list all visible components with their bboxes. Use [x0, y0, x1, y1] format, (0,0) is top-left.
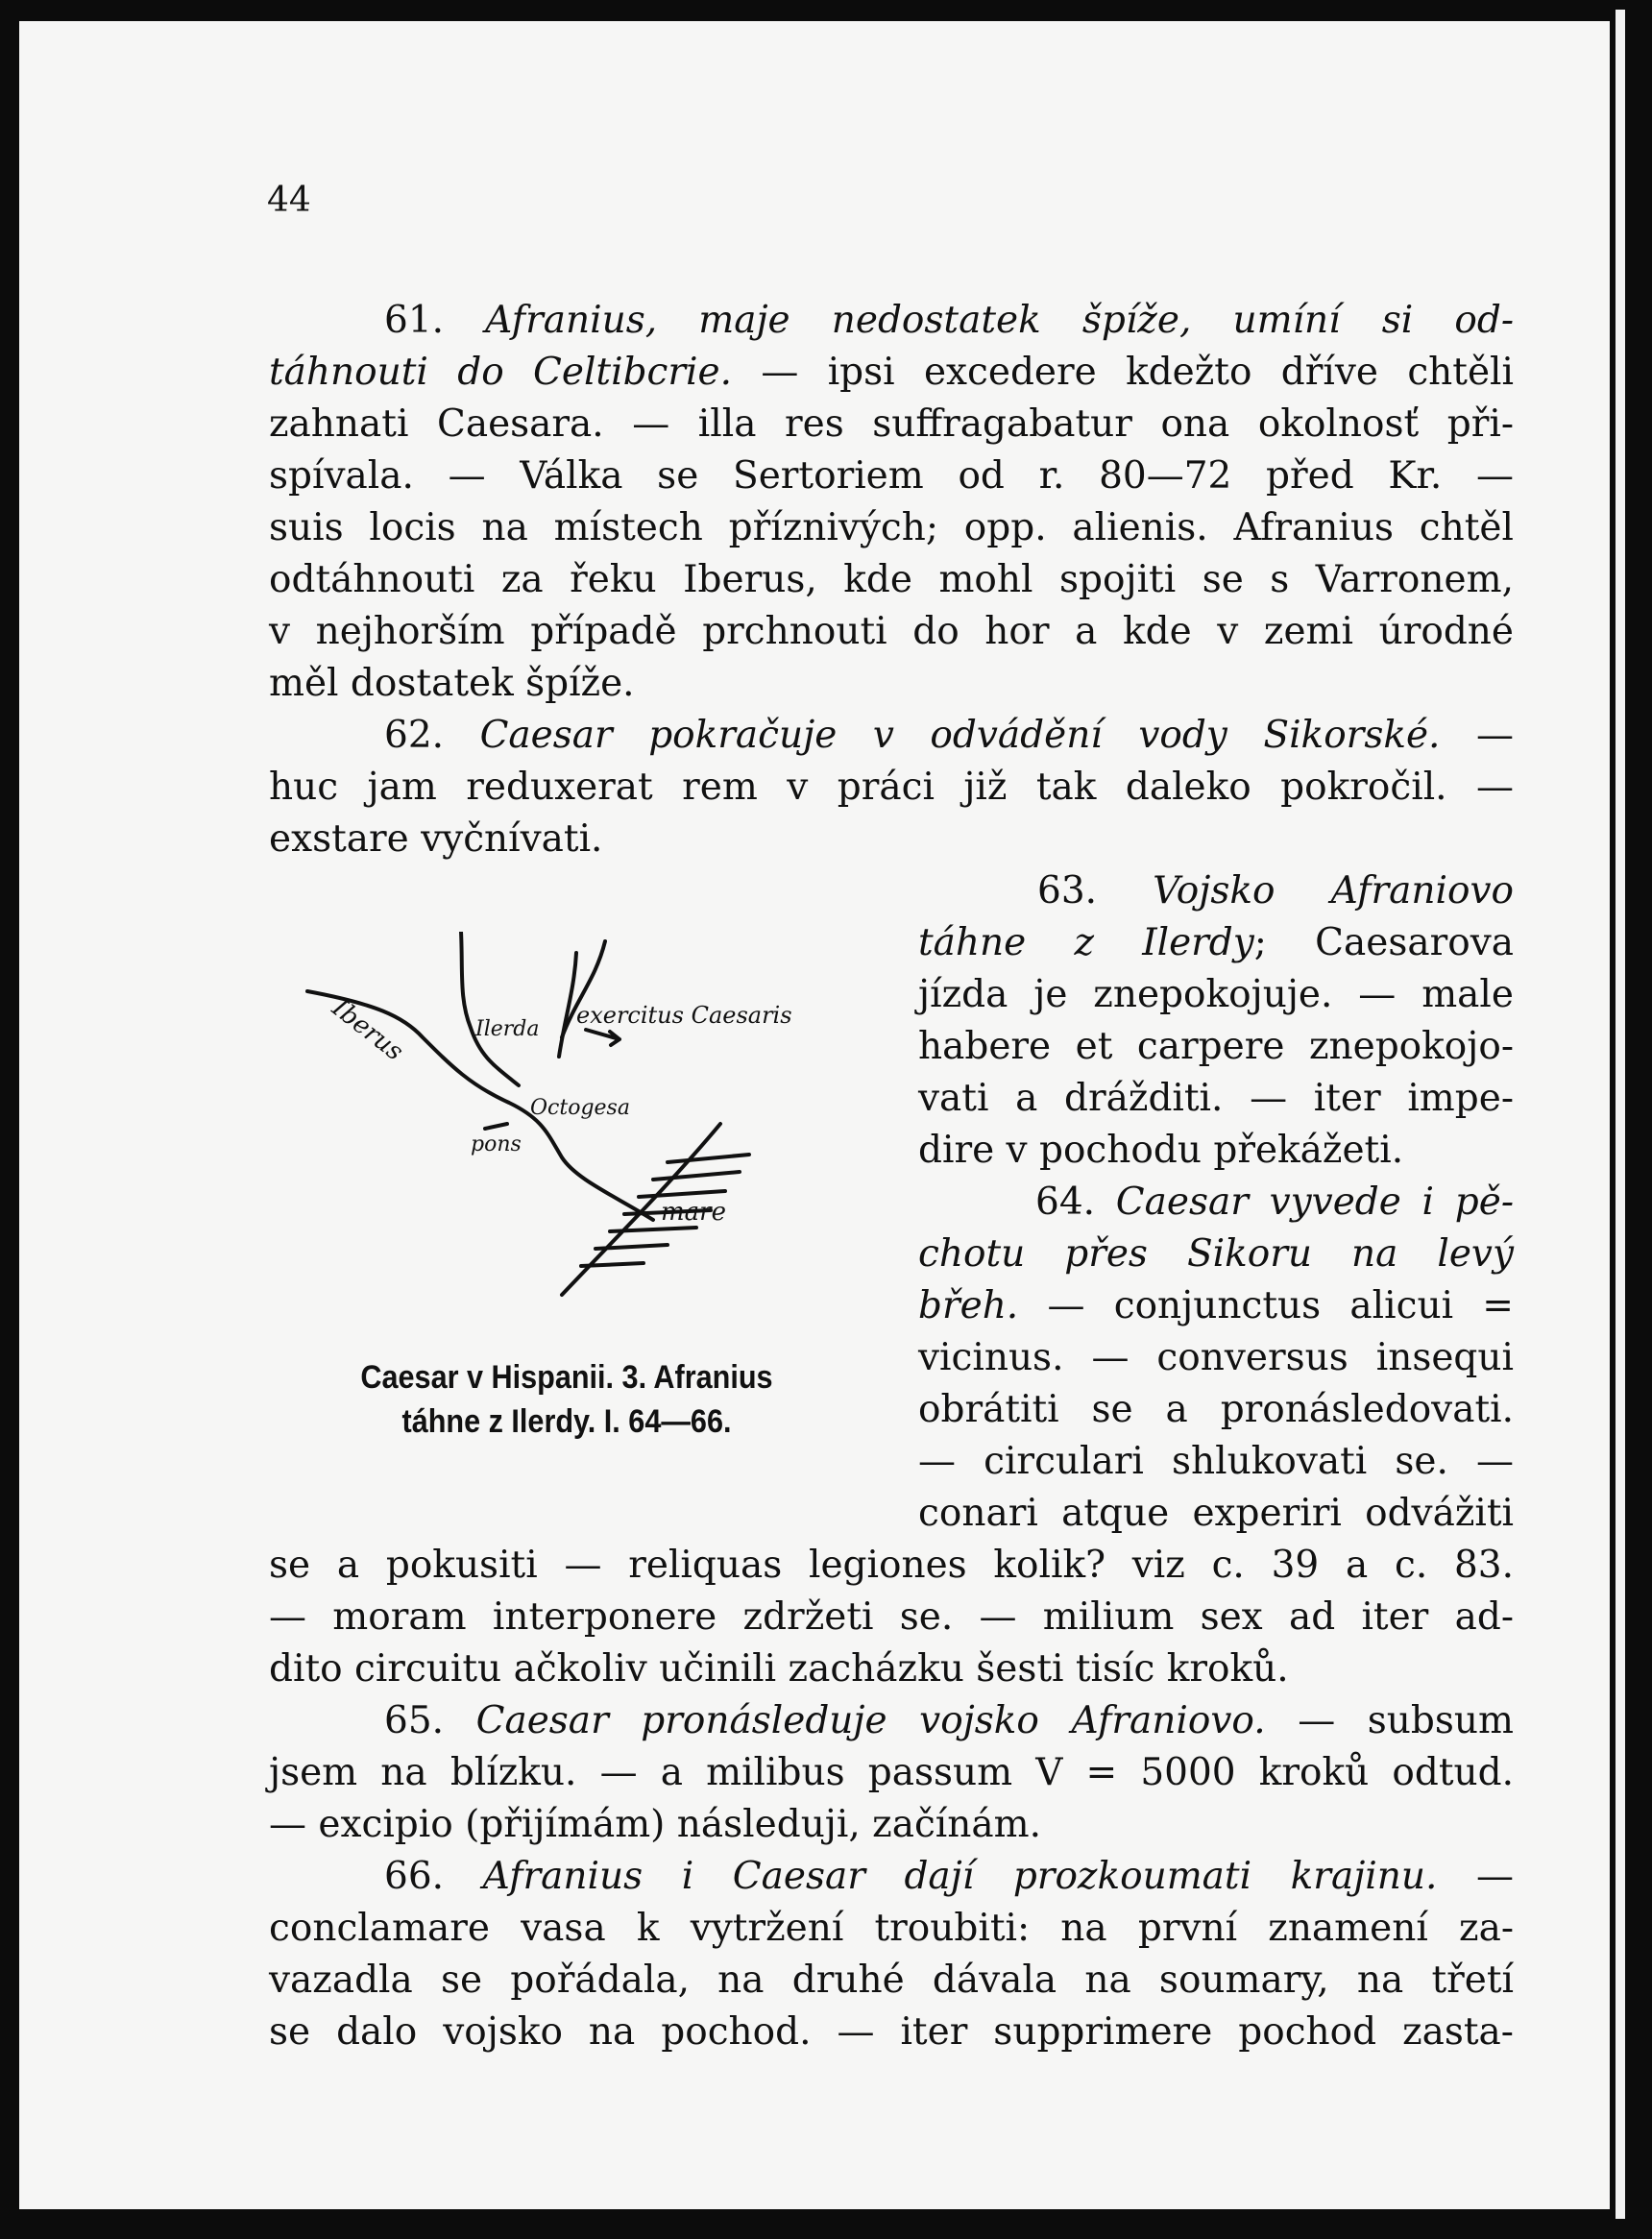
text-line: 65. Caesar pronásleduje vojsko Afraniovo. — subsum: [384, 1699, 1514, 1742]
map-label-ilerda: Ilerda: [475, 1017, 540, 1041]
march-arrow: [586, 1030, 620, 1045]
sketch-map: [288, 932, 826, 1316]
section-heading: táhnouti do Celtibcrie.: [269, 351, 732, 394]
section-heading: Afranius i Caesar dají prozkoumati krajinu.: [482, 1855, 1438, 1898]
text-line: habere et carpere znepokojo-: [918, 1025, 1514, 1068]
section-heading: chotu přes Sikoru na levý: [918, 1232, 1514, 1276]
section-number: 62.: [384, 714, 445, 757]
text-line: se dalo vojsko na pochod. — iter supprimere pochod zasta-: [269, 2010, 1514, 2054]
text-line: [1037, 866, 1514, 916]
section-heading: Caesar pronásleduje vojsko Afraniovo.: [475, 1699, 1266, 1742]
text-line: se a pokusiti — reliquas legiones kolik? viz c. 39 a c. 83.: [269, 1544, 1514, 1587]
text-line: [384, 296, 1514, 346]
text-line: měl dostatek špíže.: [269, 662, 635, 705]
text-line: vazadla se pořádala, na druhé dávala na soumary, na třetí: [269, 1959, 1514, 2002]
text-line: — excipio (přijímám) následuji, začínám.: [269, 1803, 1042, 1846]
section-heading: břeh.: [918, 1284, 1019, 1327]
page-number: 44: [267, 181, 311, 220]
scan-border-left: [0, 0, 19, 2239]
map-drawing: [288, 932, 826, 1316]
text-line: vati a drážditi. — iter impe-: [918, 1077, 1514, 1120]
map-caption-line1: Caesar v Hispanii. 3. Afranius: [360, 1359, 773, 1396]
text-line: conclamare vasa k vytržení troubiti: na první znamení za-: [269, 1907, 1514, 1950]
scan-border-top: [0, 0, 1652, 21]
text-line: táhne z Ilerdy; Caesarova: [918, 921, 1514, 964]
text-line: v nejhorším případě prchnouti do hor a kde v zemi úrodné: [269, 610, 1514, 653]
text-line: odtáhnouti za řeku Iberus, kde mohl spojiti se s Varronem,: [269, 558, 1514, 601]
section-heading: Afranius, maje nedostatek špíže, umíní si od-: [485, 299, 1514, 342]
text-line: obrátiti se a pronásledovati.: [918, 1388, 1514, 1431]
text-line: táhnouti do Celtibcrie. — ipsi excedere kdežto dříve chtěli: [269, 351, 1514, 394]
section-number: 61.: [384, 299, 445, 342]
text-line: jízda je znepokojuje. — male: [918, 973, 1514, 1016]
text-line: conari atque experiri odvážiti: [918, 1492, 1514, 1535]
text-line: [1035, 1178, 1514, 1228]
scan-page-edge: [1616, 10, 1625, 2219]
map-label-exercitus: exercitus Caesaris: [576, 1002, 792, 1029]
text-line: [918, 1229, 1514, 1279]
section-number: 66.: [384, 1855, 445, 1898]
text-line: suis locis na místech příznivých; opp. alienis. Afranius chtěl: [269, 506, 1514, 549]
river-sicoris: [461, 932, 519, 1085]
text-line: 62. Caesar pokračuje v odvádění vody Sikorské. —: [384, 714, 1514, 757]
map-label-iberus: Iberus: [326, 993, 409, 1067]
river-cinga: [559, 953, 576, 1057]
section-heading: Vojsko Afraniovo: [1153, 869, 1514, 913]
section-heading: Caesar vyvede i pě-: [1115, 1180, 1514, 1224]
text-line: spívala. — Válka se Sertoriem od r. 80—72 před Kr. —: [269, 454, 1514, 498]
section-heading: táhne z Ilerdy: [918, 921, 1254, 964]
text-line: — circulari shlukovati se. —: [918, 1440, 1514, 1483]
text-line: zahnati Caesara. — illa res suffragabatur ona okolnosť při-: [269, 402, 1514, 446]
text-line: 66. Afranius i Caesar dají prozkoumati krajinu. —: [384, 1855, 1514, 1898]
section-heading: Caesar pokračuje v odvádění vody Sikorské.: [479, 714, 1441, 757]
text-line: jsem na blízku. — a milibus passum V = 5000 kroků odtud.: [269, 1751, 1514, 1794]
map-caption-line2: táhne z Ilerdy. I. 64—66.: [401, 1403, 732, 1440]
map-label-mare: mare: [661, 1198, 726, 1227]
text-line: břeh. — conjunctus alicui =: [918, 1284, 1514, 1327]
text-line: dire v pochodu překážeti.: [918, 1129, 1404, 1172]
text-line: vicinus. — conversus insequi: [918, 1336, 1514, 1379]
text-line: exstare vyčnívati.: [269, 817, 603, 861]
bridge-mark: [485, 1124, 507, 1129]
section-number: 65.: [384, 1699, 445, 1742]
map-label-octogesa: Octogesa: [530, 1096, 630, 1120]
section-number: 63.: [1037, 869, 1098, 913]
text-line: huc jam reduxerat rem v práci již tak daleko pokročil. —: [269, 766, 1514, 809]
text-line: dito circuitu ačkoliv učinili zacházku šesti tisíc kroků.: [269, 1647, 1289, 1691]
map-label-pons: pons: [471, 1132, 522, 1156]
text-line: — moram interponere zdržeti se. — milium sex ad iter ad-: [269, 1595, 1514, 1639]
section-number: 64.: [1035, 1180, 1096, 1224]
scan-border-bottom: [0, 2209, 1652, 2239]
